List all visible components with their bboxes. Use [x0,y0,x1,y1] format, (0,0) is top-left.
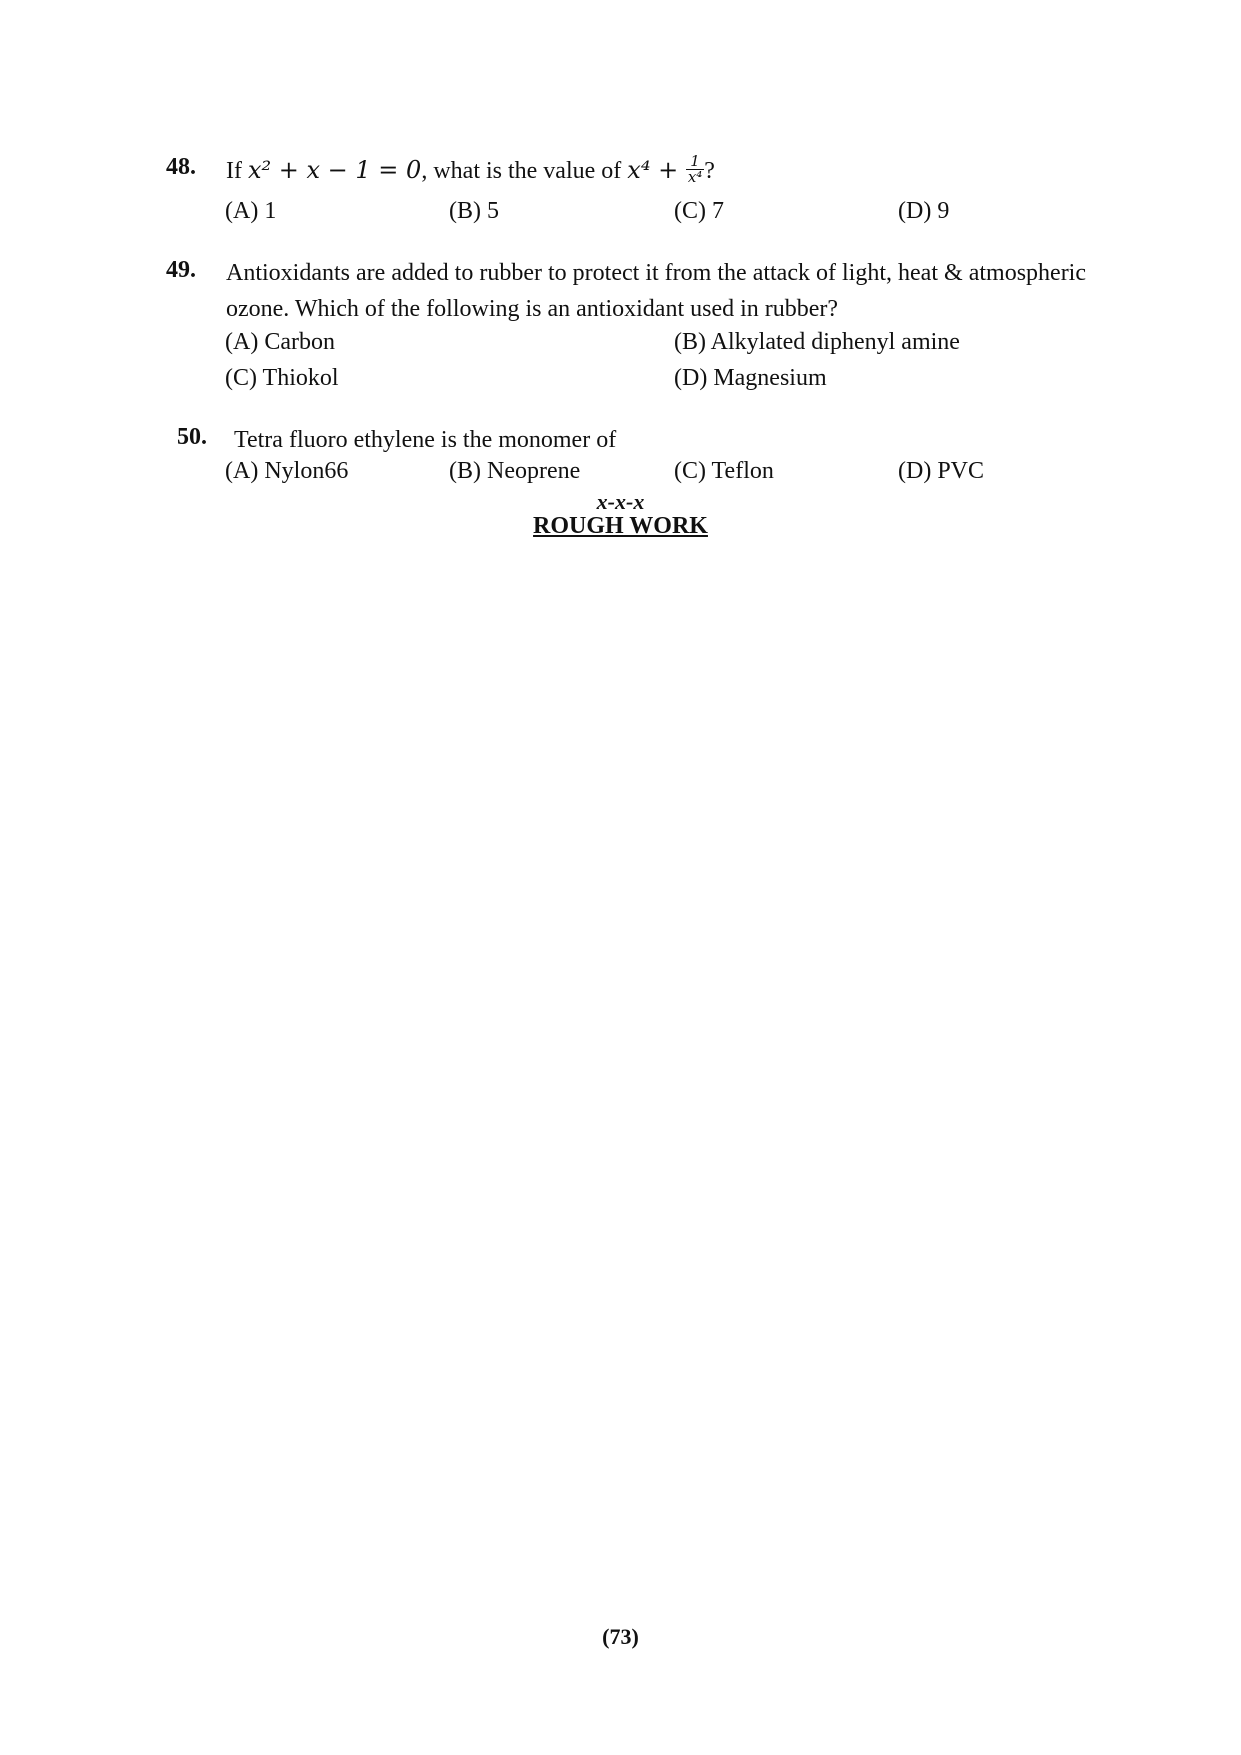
fraction: $\frac{1}{\text{x⁴}}$ [687,151,703,186]
option-c: (C) Teflon [674,458,774,484]
end-mark: x-x-x [596,489,645,514]
option-c: (C) Thiokol [225,365,339,391]
option-a: (A) Carbon [225,329,335,355]
rough-work-heading: ROUGH WORK [533,513,708,539]
question-number: 48. [166,154,196,180]
page-number: (73) [602,1624,639,1649]
option-d: (D) Magnesium [674,365,827,391]
expression: x⁴ + [627,156,686,184]
option-c: (C) 7 [674,198,724,224]
question-stem: If x² + x − 1 = 0, what is the value of x⁴ + $\frac{1}{\text{x⁴}}$ ? [226,151,715,186]
question-50 [166,422,1086,492]
question-number: 49. [166,257,196,283]
option-a: (A) 1 [225,198,277,224]
option-b: (B) Neoprene [449,458,581,484]
question-stem: Antioxidants are added to rubber to protect it from the attack of light, heat & atmospheric ozone. Which of the following is an antioxidant used in rubber? [226,260,1086,322]
question-number: 50. [177,424,207,450]
equation: x² + x − 1 = 0 [247,156,422,184]
question-49 [166,255,1086,400]
option-d: (D) PVC [898,458,985,484]
option-a: (A) Nylon66 [225,458,349,484]
question-48 [166,152,1086,232]
option-d: (D) 9 [898,198,950,224]
option-b: (B) Alkylated diphenyl amine [674,329,960,355]
option-b: (B) 5 [449,198,499,224]
question-stem: Tetra fluoro ethylene is the monomer of [234,427,617,453]
